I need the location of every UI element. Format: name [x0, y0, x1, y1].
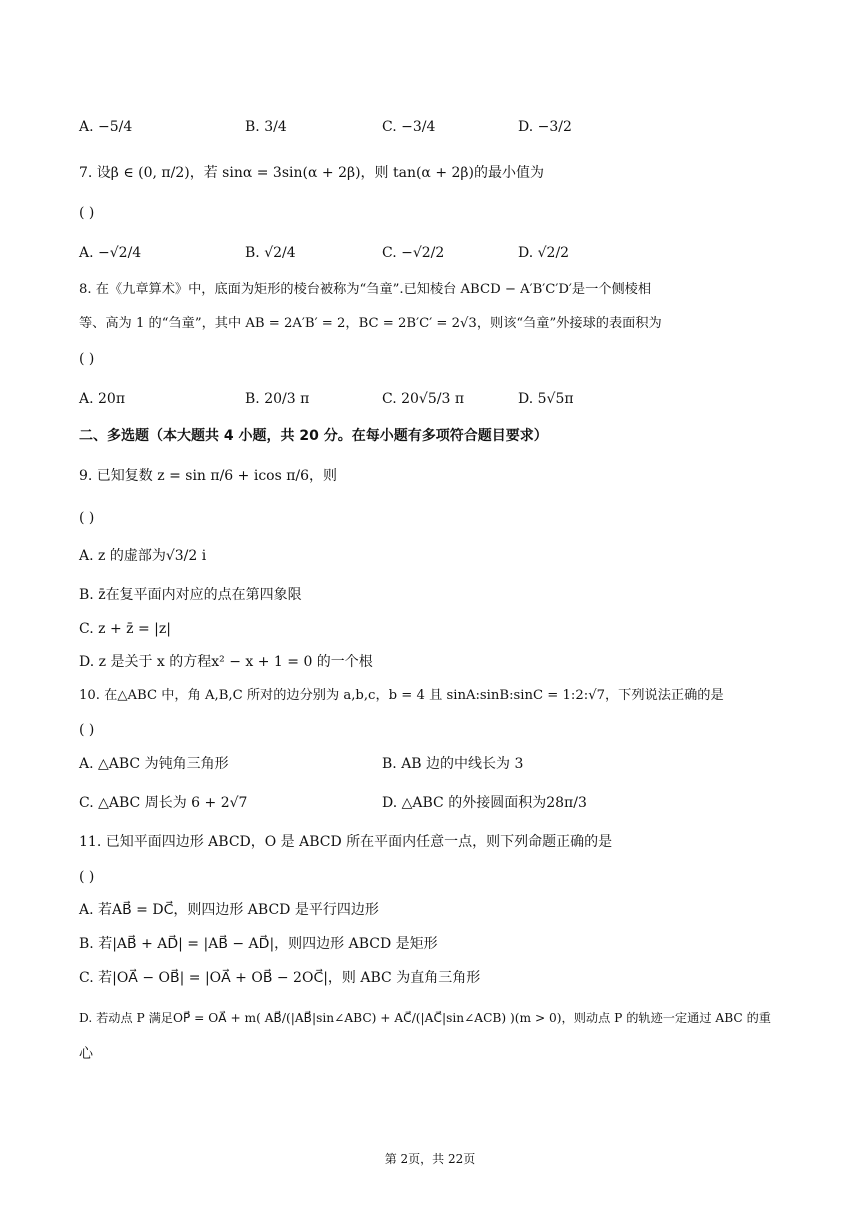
q6-option-d: D. −3/2 [518, 119, 572, 135]
q8-option-b: B. 20/3 π [245, 391, 310, 407]
q11-option-c: C. 若|OA⃗ − OB⃗| = |OA⃗ + OB⃗ − 2OC⃗|，则 ABC 为直角三角形 [79, 970, 481, 986]
q6-option-a: A. −5/4 [79, 119, 133, 135]
q10-option-b: B. AB 边的中线长为 3 [382, 756, 524, 772]
q10-option-d: D. △ABC 的外接圆面积为28π/3 [382, 795, 587, 811]
q11-option-d: D. 若动点 P 满足OP⃗ = OA⃗ + m( AB⃗/(|AB⃗|sin∠ABC) + AC⃗/(|AC⃗|sin∠ACB) )(m > 0)，则动点 P 的轨迹一定通过 ABC 的重 [79, 1011, 771, 1025]
q8-option-a: A. 20π [79, 391, 126, 407]
section-title-multiple-choice: 二、多选题（本大题共 4 小题，共 20 分。在每小题有多项符合题目要求） [79, 428, 548, 444]
q8-stem-line2: 等、高为 1 的“刍童”，其中 AB = 2A′B′ = 2，BC = 2B′C′ = 2√3，则该“刍童”外接球的表面积为 [79, 316, 662, 331]
q10-option-a: A. △ABC 为钝角三角形 [79, 756, 229, 772]
q8-option-c: C. 20√5/3 π [382, 391, 465, 407]
q10-paren: ( ) [79, 722, 95, 738]
q11-option-b: B. 若|AB⃗ + AD⃗| = |AB⃗ − AD⃗|，则四边形 ABCD 是矩形 [79, 936, 438, 952]
q9-option-c: C. z + z̄ = |z| [79, 621, 171, 637]
q7-option-c: C. −√2/2 [382, 245, 445, 261]
q8-option-d: D. 5√5π [518, 391, 574, 407]
q11-stem: 11. 已知平面四边形 ABCD，O 是 ABCD 所在平面内任意一点，则下列命题正确的是 [79, 834, 613, 850]
q7-option-b: B. √2/4 [245, 245, 296, 261]
q9-option-a: A. z 的虚部为√3/2 i [79, 548, 207, 564]
q9-paren: ( ) [79, 510, 95, 526]
q9-stem: 9. 已知复数 z = sin π/6 + icos π/6，则 [79, 468, 338, 484]
q11-option-d-cont: 心 [79, 1046, 93, 1062]
q9-option-b: B. z̄在复平面内对应的点在第四象限 [79, 587, 302, 603]
q8-stem-line1: 8. 在《九章算术》中，底面为矩形的棱台被称为“刍童”.已知棱台 ABCD − A′B′C′D′是一个侧棱相 [79, 282, 652, 297]
q6-option-c: C. −3/4 [382, 119, 436, 135]
q8-paren: ( ) [79, 351, 95, 367]
q7-stem: 7. 设β ∈ (0, π/2)，若 sinα = 3sin(α + 2β)，则 tan(α + 2β)的最小值为 [79, 165, 544, 181]
q7-option-a: A. −√2/4 [79, 245, 142, 261]
page-footer: 第 2页，共 22页 [384, 1152, 476, 1166]
q11-paren: ( ) [79, 869, 95, 885]
q9-option-d: D. z 是关于 x 的方程x² − x + 1 = 0 的一个根 [79, 654, 373, 670]
q6-option-b: B. 3/4 [245, 119, 287, 135]
q11-option-a: A. 若AB⃗ = DC⃗，则四边形 ABCD 是平行四边形 [79, 902, 379, 918]
q7-option-d: D. √2/2 [518, 245, 570, 261]
q7-paren: ( ) [79, 205, 95, 221]
q10-option-c: C. △ABC 周长为 6 + 2√7 [79, 795, 248, 811]
q10-stem: 10. 在△ABC 中，角 A,B,C 所对的边分别为 a,b,c，b = 4 且 sinA:sinB:sinC = 1:2:√7，下列说法正确的是 [79, 688, 724, 703]
